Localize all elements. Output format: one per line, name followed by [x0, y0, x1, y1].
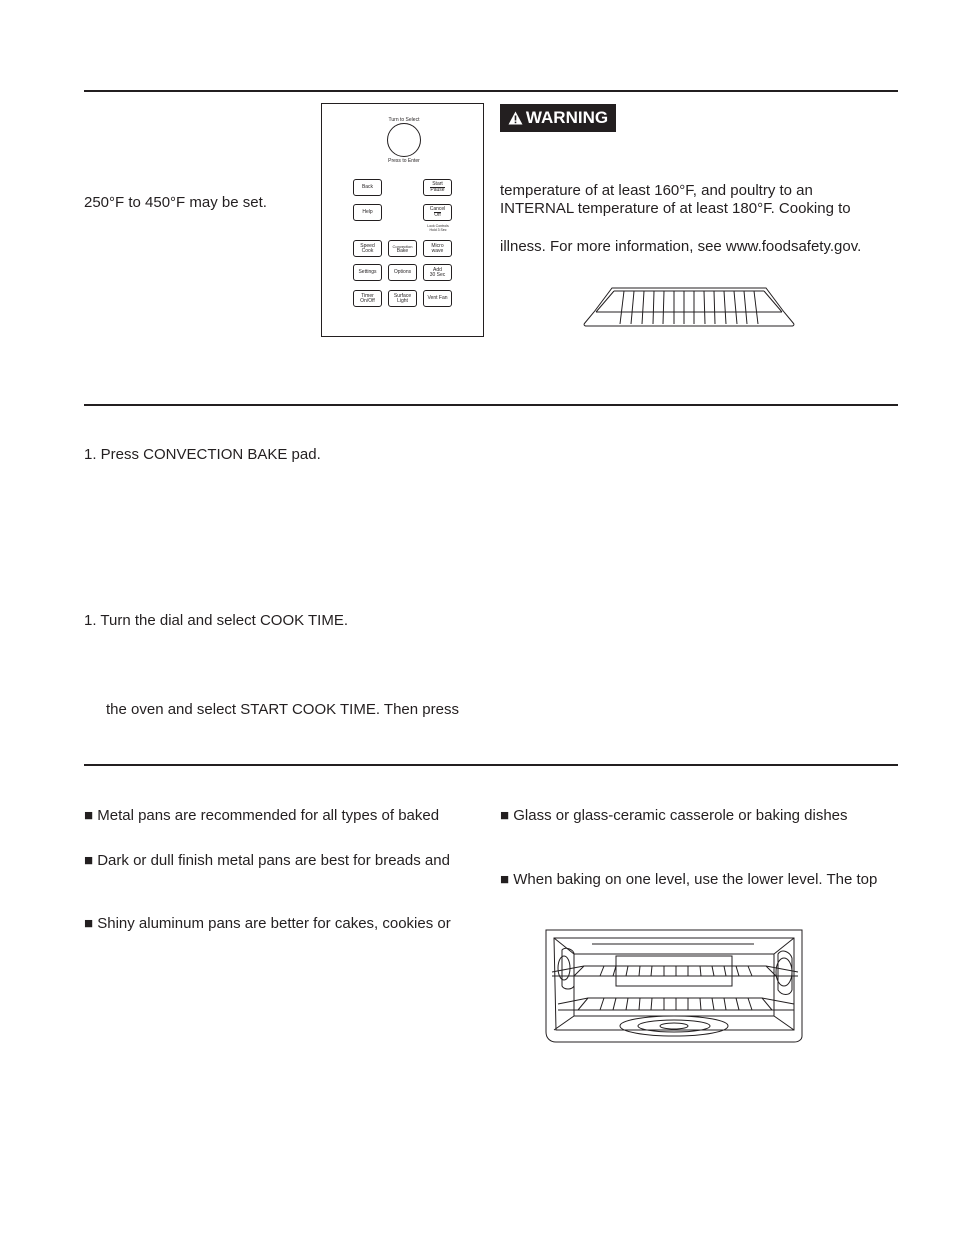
start-cook-time-text: the oven and select START COOK TIME. Then press [106, 701, 459, 718]
surface-light-pad [388, 290, 417, 307]
help-pad [353, 204, 382, 221]
microwave-pad [423, 240, 452, 257]
warning-line-1: temperature of at least 160°F, and poultry to an [500, 182, 813, 199]
vent-fan-pad-label: Vent Fan [427, 295, 448, 301]
speed-cook-label-2: Cook [361, 247, 374, 254]
surface-label: Surface [393, 292, 412, 299]
add-30-sec-pad [423, 264, 452, 281]
off-label: Off [434, 212, 441, 218]
oven-interior-illustration [544, 926, 806, 1046]
microwave-label-2: wave [431, 247, 444, 254]
cancel-label: Cancel [429, 206, 446, 212]
select-dial-icon [387, 123, 421, 157]
cook-time-step-1: 1. Turn the dial and select COOK TIME. [84, 612, 349, 629]
hold-label: Hold 3 Sec [429, 228, 447, 232]
tip-glass-dishes: ■ Glass or glass-ceramic casserole or baking dishes [500, 807, 848, 824]
speed-cook-pad [353, 240, 382, 257]
light-label: Light [397, 297, 408, 304]
oven-rack-illustration [582, 282, 796, 328]
options-pad [388, 264, 417, 281]
start-label: Start [432, 181, 443, 187]
speed-cook-label-1: Speed [360, 242, 375, 249]
section-divider-middle [84, 404, 898, 406]
warning-banner [500, 104, 616, 132]
convection-bake-pad [388, 240, 417, 257]
start-pause-pad [423, 179, 452, 196]
settings-pad [353, 264, 382, 281]
lock-controls-label: Lock Controls [427, 224, 449, 228]
help-pad-label: Help [362, 209, 373, 215]
warning-label: WARNING [525, 108, 609, 127]
tip-lower-level: ■ When baking on one level, use the lower level. The top [500, 871, 878, 888]
warning-triangle-icon [508, 111, 523, 125]
pause-label: Pause [430, 187, 445, 193]
microwave-label-1: Micro [431, 242, 444, 249]
tip-dark-pans: ■ Dark or dull finish metal pans are best for breads and [84, 852, 450, 869]
bake-label: Bake [396, 247, 409, 254]
warning-line-2: INTERNAL temperature of at least 180°F. Cooking to [500, 200, 851, 217]
convection-step-1: 1. Press CONVECTION BAKE pad. [84, 446, 321, 463]
tip-metal-pans: ■ Metal pans are recommended for all types of baked [84, 807, 440, 824]
settings-pad-label: Settings [358, 269, 377, 275]
add-label: Add [433, 266, 442, 273]
thirty-sec-label: 30 Sec [429, 271, 446, 278]
cancel-off-pad [423, 204, 452, 221]
dial-caption-bottom: Press to Enter [388, 158, 420, 164]
tip-shiny-pans: ■ Shiny aluminum pans are better for cakes, cookies or [84, 915, 451, 932]
section-divider-bottom [84, 764, 898, 766]
temperature-range-text: 250°F to 450°F may be set. [84, 194, 267, 211]
lock-controls-note [423, 224, 453, 232]
timer-pad [353, 290, 382, 307]
back-pad [353, 179, 382, 196]
timer-onoff-label: On/Off [360, 297, 375, 304]
dial-caption-top: Turn to Select [388, 117, 420, 123]
convection-label: Convection [392, 243, 413, 249]
options-pad-label: Options [393, 269, 412, 275]
warning-line-3: illness. For more information, see www.foodsafety.gov. [500, 238, 862, 255]
back-pad-label: Back [361, 184, 374, 190]
timer-label: Timer [361, 292, 374, 299]
vent-fan-pad [423, 290, 452, 307]
section-divider-top [84, 90, 898, 92]
